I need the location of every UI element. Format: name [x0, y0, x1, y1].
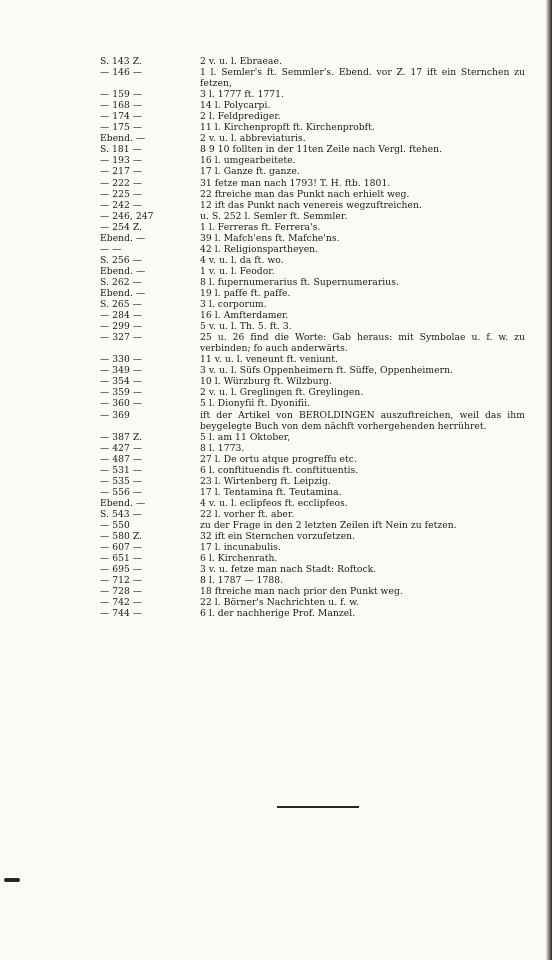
entry-correction: 25 u. 26 find die Worte: Gab heraus: mit Symbolae u. f. w. zu verbinden; fo auch anderwärts.	[200, 332, 525, 355]
entry-reference: — 580 Z.	[100, 531, 143, 543]
entry-correction: 8 l. 1787 — 1788.	[200, 575, 284, 587]
entry-reference: Ebend. —	[100, 497, 146, 509]
entry-reference: S. 143 Z.	[100, 56, 142, 67]
entry-correction: 5 l. am 11 Oktober,	[200, 431, 291, 443]
entry-reference: Ebend. —	[100, 265, 146, 277]
entry-correction: zu der Frage in den 2 letzten Zeilen ift Nein zu fetzen.	[200, 519, 457, 531]
entry-reference: — 744 —	[100, 608, 143, 620]
entry-correction: 3 l. corporum.	[200, 299, 267, 311]
entry-reference: S. 543 —	[100, 508, 142, 520]
entry-correction: ift der Artikel von BEROLDINGEN auszuftreichen, weil das ihm beygelegte Buch von dem nächft vorhergehenden herrühret.	[200, 409, 525, 432]
errata-entry	[100, 531, 525, 542]
errata-entry	[100, 133, 525, 144]
entry-reference: — 359 —	[100, 387, 143, 399]
entry-correction: 17 l. Tentamina ft. Teutamina.	[200, 486, 342, 498]
entry-reference: — 175 —	[100, 122, 143, 134]
entry-reference: S. 256 —	[100, 254, 142, 266]
entry-correction: 2 v. u. l. abbreviaturis.	[200, 133, 306, 145]
entry-reference: — 695 —	[100, 564, 143, 576]
entry-correction: 22 ftreiche man das Punkt nach erhielt weg.	[200, 188, 410, 200]
entry-reference: — —	[100, 243, 122, 255]
entry-reference: S. 265 —	[100, 299, 142, 311]
entry-reference: — 427 —	[100, 442, 143, 454]
entry-correction: 22 l. Börner's Nachrichten u. f. w.	[200, 597, 360, 609]
entry-reference: — 535 —	[100, 475, 143, 487]
errata-entry	[100, 244, 525, 255]
entry-correction: 1 l. Semler's ft. Semmler's. Ebend. vor Z. 17 ift ein Sternchen zu fetzen,	[200, 67, 525, 90]
entry-correction: 1 v. u. l. Feodor.	[200, 265, 275, 277]
errata-entry	[100, 509, 525, 520]
entry-reference: — 225 —	[100, 188, 143, 200]
errata-entry	[100, 67, 525, 89]
errata-entry	[100, 222, 525, 233]
errata-entry	[100, 321, 525, 332]
errata-entry	[100, 233, 525, 244]
entry-reference: — 254 Z.	[100, 221, 143, 233]
entry-reference: — 299 —	[100, 321, 143, 333]
errata-entry	[100, 288, 525, 299]
errata-entry	[100, 553, 525, 564]
ink-mark	[4, 878, 20, 882]
errata-entry	[100, 155, 525, 166]
entry-reference: — 349 —	[100, 365, 143, 377]
errata-entry	[100, 200, 525, 211]
entry-correction: 11 v. u. l. veneunt ft. veniunt.	[200, 354, 338, 366]
errata-entry	[100, 255, 525, 266]
errata-entry	[100, 387, 525, 398]
errata-entry	[100, 299, 525, 310]
entry-reference: — 327 —	[100, 332, 143, 344]
entry-reference: — 728 —	[100, 586, 143, 598]
errata-entry	[100, 443, 525, 454]
entry-correction: u. S. 252 l. Semler ft. Semmler.	[200, 210, 348, 222]
errata-entry	[100, 56, 525, 67]
entry-reference: — 360 —	[100, 398, 143, 410]
errata-entry	[100, 398, 525, 409]
entry-reference: — 222 —	[100, 177, 143, 189]
entry-correction: 22 l. vorher ft. aber.	[200, 508, 295, 520]
errata-list	[100, 56, 525, 619]
entry-correction: 12 ift das Punkt nach venereis wegzuftreichen.	[200, 199, 422, 211]
entry-correction: 3 l. 1777 ft. 1771.	[200, 89, 285, 101]
entry-reference: — 174 —	[100, 111, 143, 123]
entry-correction: 5 l. Dionyfii ft. Dyonifii.	[200, 398, 311, 410]
errata-entry	[100, 354, 525, 365]
closing-rule	[277, 806, 359, 808]
entry-correction: 8 l. fupernumerarius ft. Supernumerarius.	[200, 276, 399, 288]
errata-entry	[100, 432, 525, 443]
errata-entry	[100, 476, 525, 487]
errata-entry	[100, 189, 525, 200]
entry-correction: 5 v. u. l. Th. 5. ft. 3.	[200, 321, 292, 333]
entry-reference: — 712 —	[100, 575, 143, 587]
entry-correction: 8 l. 1773.	[200, 442, 245, 454]
entry-correction: 39 l. Mafch'ens ft. Mafche'ns.	[200, 232, 340, 244]
entry-reference: — 284 —	[100, 310, 143, 322]
errata-entry	[100, 410, 525, 432]
entry-reference: — 146 —	[100, 67, 143, 79]
errata-entry	[100, 178, 525, 189]
entry-reference: — 242 —	[100, 199, 143, 211]
entry-correction: 42 l. Religionspartheyen.	[200, 243, 319, 255]
errata-entry	[100, 465, 525, 476]
page-edge-shadow	[546, 0, 552, 960]
entry-correction: 3 v. u. l. Süfs Oppenheimern ft. Süffe, Oppenheimern.	[200, 365, 454, 377]
entry-reference: — 487 —	[100, 453, 143, 465]
entry-correction: 16 l. Amfterdamer.	[200, 310, 289, 322]
entry-reference: — 168 —	[100, 100, 143, 112]
entry-reference: Ebend. —	[100, 232, 146, 244]
errata-entry	[100, 310, 525, 321]
entry-reference: — 387 Z.	[100, 431, 143, 443]
entry-reference: — 159 —	[100, 89, 143, 101]
entry-correction: 4 v. u. l. da ft. wo.	[200, 254, 284, 266]
errata-entry	[100, 520, 525, 531]
errata-entry	[100, 575, 525, 586]
entry-correction: 6 l. der nachherige Prof. Manzel.	[200, 608, 356, 620]
entry-correction: 8 9 10 follten in der 11ten Zeile nach Vergl. ftehen.	[200, 144, 443, 156]
errata-entry	[100, 211, 525, 222]
entry-reference: Ebend. —	[100, 133, 146, 145]
errata-entry	[100, 608, 525, 619]
entry-reference: — 193 —	[100, 155, 143, 167]
entry-correction: 16 l. umgearbeitete.	[200, 155, 296, 167]
entry-correction: 1 l. Ferreras ft. Ferrera's.	[200, 221, 321, 233]
errata-entry	[100, 144, 525, 155]
entry-correction: 2 v. u. l. Ebraeae.	[200, 56, 282, 67]
errata-entry	[100, 100, 525, 111]
entry-reference: — 354 —	[100, 376, 143, 388]
entry-correction: 6 l. conftituendis ft. conftituentis.	[200, 464, 359, 476]
entry-reference: — 531 —	[100, 464, 143, 476]
errata-entry	[100, 597, 525, 608]
entry-reference: — 330 —	[100, 354, 143, 366]
entry-correction: 10 l. Würzburg ft. Wilzburg.	[200, 376, 332, 388]
entry-correction: 19 l. paffe ft. paffe.	[200, 287, 291, 299]
entry-reference: S. 181 —	[100, 144, 142, 156]
entry-correction: 17 l. Ganze ft. ganze.	[200, 166, 300, 178]
entry-correction: 2 v. u. l. Greglingen ft. Greylingen.	[200, 387, 364, 399]
errata-entry	[100, 122, 525, 133]
entry-correction: 17 l. incunabulis.	[200, 542, 281, 554]
entry-correction: 18 ftreiche man nach prior den Punkt weg.	[200, 586, 403, 598]
entry-reference: S. 262 —	[100, 276, 142, 288]
errata-entry	[100, 266, 525, 277]
entry-correction: 11 l. Kirchenpropft ft. Kirchenprobft.	[200, 122, 375, 134]
entry-correction: 23 l. Wirtenberg ft. Leipzig.	[200, 475, 331, 487]
entry-correction: 14 l. Polycarpi.	[200, 100, 271, 112]
entry-correction: 32 ift ein Sternchen vorzufetzen.	[200, 531, 356, 543]
errata-entry	[100, 89, 525, 100]
errata-entry	[100, 166, 525, 177]
errata-entry	[100, 365, 525, 376]
entry-reference: — 742 —	[100, 597, 143, 609]
errata-entry	[100, 277, 525, 288]
entry-correction: 3 v. u. fetze man nach Stadt: Roftock.	[200, 564, 377, 576]
entry-correction: 6 l. Kirchenrath.	[200, 553, 278, 565]
entry-reference: — 217 —	[100, 166, 143, 178]
entry-reference: — 246, 247	[100, 210, 154, 222]
entry-reference: — 651 —	[100, 553, 143, 565]
errata-entry	[100, 498, 525, 509]
entry-reference: — 556 —	[100, 486, 143, 498]
errata-entry	[100, 454, 525, 465]
errata-entry	[100, 111, 525, 122]
errata-entry	[100, 542, 525, 553]
errata-entry	[100, 564, 525, 575]
entry-reference: Ebend. —	[100, 287, 146, 299]
entry-correction: 31 fetze man nach 1793! T. H. ftb. 1801.	[200, 177, 391, 189]
entry-correction: 27 l. De ortu atque progreffu etc.	[200, 453, 357, 465]
entry-reference: — 369	[100, 409, 130, 421]
errata-entry	[100, 376, 525, 387]
entry-correction: 4 v. u. l. eclipfeos ft. ecclipfeos.	[200, 497, 348, 509]
errata-entry	[100, 586, 525, 597]
entry-correction: 2 l. Feldprediger.	[200, 111, 281, 123]
errata-entry	[100, 332, 525, 354]
entry-reference: — 607 —	[100, 542, 143, 554]
errata-entry	[100, 487, 525, 498]
entry-reference: — 550	[100, 519, 130, 531]
